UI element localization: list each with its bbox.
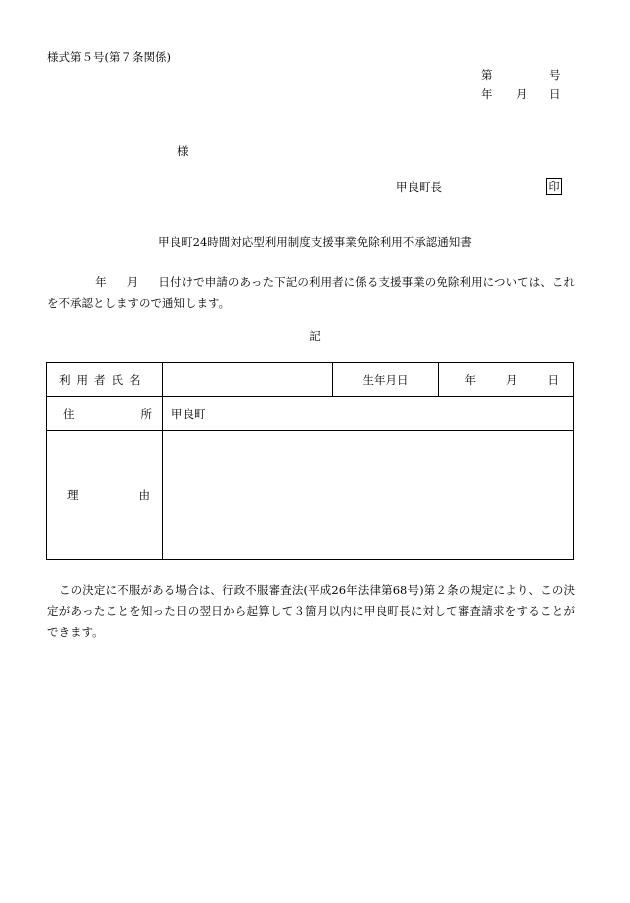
birth-label-cell [333, 363, 439, 397]
header-year-label: 年 [481, 87, 493, 101]
document-title: 甲良町24時間対応型利用制度支援事業免除利用不承認通知書 [158, 235, 472, 249]
birth-label: 生年月日 [362, 372, 409, 387]
birth-day-label: 日 [547, 372, 559, 387]
address-field[interactable] [163, 397, 574, 431]
birth-date-field[interactable] [439, 363, 574, 397]
notice-body [47, 272, 575, 314]
header-day-label: 日 [549, 87, 561, 101]
user-info-table [46, 362, 574, 560]
form-number: 様式第５号(第７条関係) [47, 50, 171, 64]
addressee-honorific: 様 [177, 144, 189, 158]
table-row [47, 397, 574, 431]
body-year-label: 年 [95, 275, 107, 289]
ki-heading: 記 [309, 329, 321, 343]
address-label-first: 住 [63, 406, 75, 421]
reason-field[interactable] [163, 431, 574, 560]
birth-month-label: 月 [506, 372, 518, 387]
reason-label-cell [47, 431, 163, 560]
user-name-label: 利用者氏名 [59, 372, 147, 387]
body-month-label: 月 [126, 275, 139, 289]
user-name-field[interactable] [163, 363, 333, 397]
address-label-cell [47, 397, 163, 431]
number-prefix-label: 第 [481, 68, 493, 82]
sender-mayor: 甲良町長 [396, 180, 442, 194]
appeal-notice: この決定に不服がある場合は、行政不服審査法(平成26年法律第68号)第２条の規定により、この決定があったことを知った日の翌日から起算して３箇月以内に甲良町長に対して審査請求をすることができます。 [47, 583, 575, 639]
reason-label-first: 理 [67, 488, 79, 502]
seal-mark: 印 [546, 178, 562, 195]
birth-year-label: 年 [464, 372, 476, 387]
reason-label-second: 由 [138, 488, 150, 502]
header-month-label: 月 [516, 87, 528, 101]
table-row [47, 363, 574, 397]
body-text: 日付けで申請のあった下記の利用者に係る支援事業の免除利用については、これを不承認としますので通知します。 [47, 275, 576, 310]
address-value: 甲良町 [171, 406, 206, 421]
address-label-second: 所 [140, 406, 152, 421]
number-suffix-label: 号 [549, 68, 561, 82]
table-row [47, 431, 574, 560]
user-name-label-cell [47, 363, 163, 397]
